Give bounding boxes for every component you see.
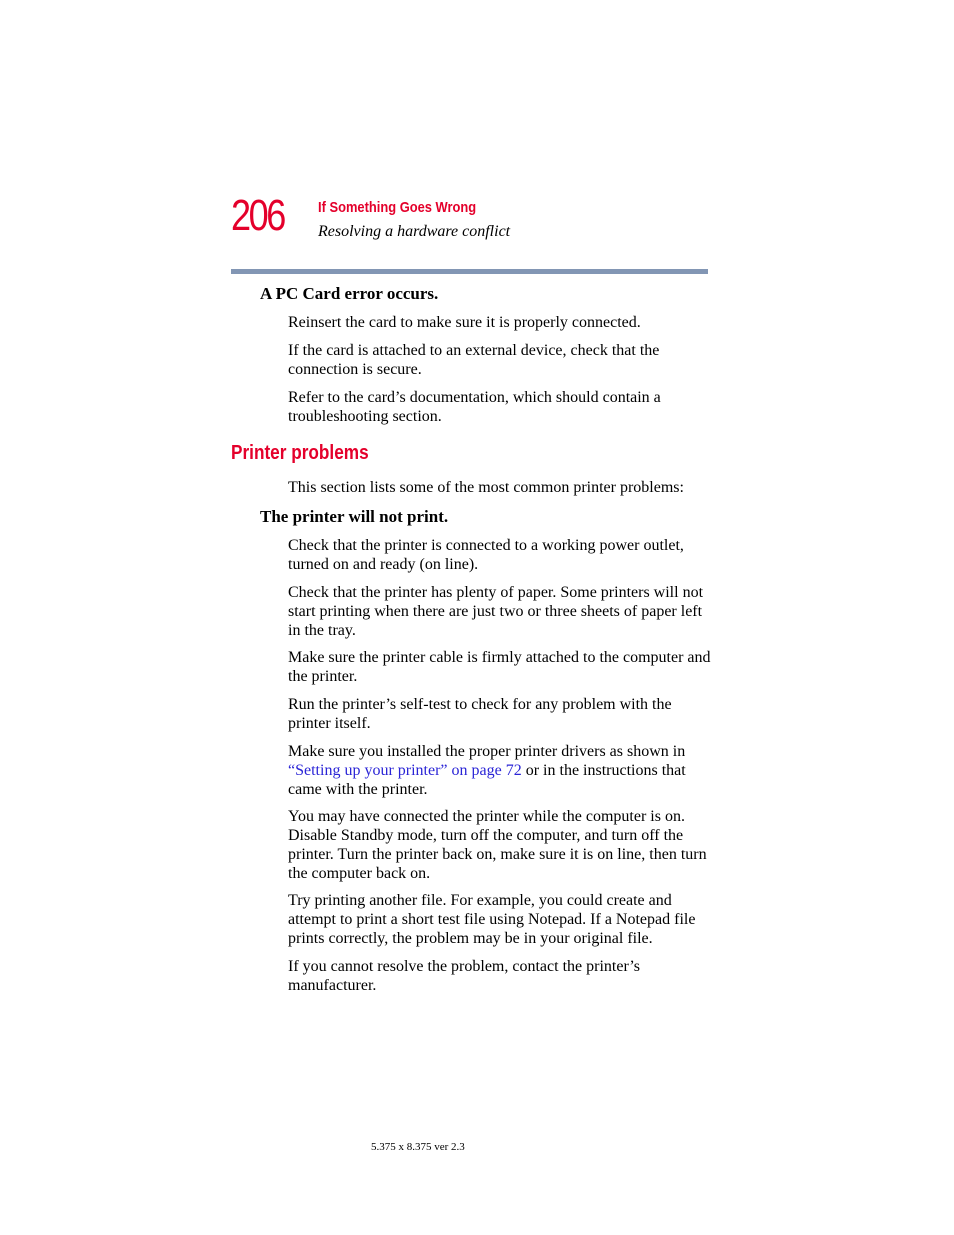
pc-card-paragraph-1: Reinsert the card to make sure it is properly connected.: [288, 314, 641, 331]
printer-paragraph-4: Run the printer’s self-test to check for any problem with the printer itself.: [288, 696, 672, 732]
header-rule: [231, 269, 708, 274]
printer-paragraph-1: Check that the printer is connected to a working power outlet, turned on and ready (on line).: [288, 537, 684, 573]
printer-subheading: The printer will not print.: [260, 507, 449, 526]
chapter-title: If Something Goes Wrong: [318, 199, 477, 216]
page-number: 206: [231, 191, 284, 240]
printer-paragraph-2: Check that the printer has plenty of paper. Some printers will not start printing when there are just two or three sheets of paper left in the tray.: [288, 584, 704, 639]
printer-paragraph-6: You may have connected the printer while the computer is on. Disable Standby mode, turn off the computer, and turn off the printer. Turn the printer back on, make sure it is on line, then turn the computer back on.: [288, 808, 707, 882]
pc-card-paragraph-2: If the card is attached to an external device, check that the connection is secure.: [288, 342, 660, 378]
printer-paragraph-7: Try printing another file. For example, you could create and attempt to print a short test file using Notepad. If a Notepad file prints correctly, the problem may be in your original file.: [288, 892, 696, 947]
pc-card-heading: A PC Card error occurs.: [260, 284, 439, 303]
printer-paragraph-3: Make sure the printer cable is firmly attached to the computer and the printer.: [288, 649, 711, 685]
setting-up-printer-link[interactable]: “Setting up your printer” on page 72: [288, 762, 522, 779]
footer-version: 5.375 x 8.375 ver 2.3: [371, 1141, 465, 1153]
pc-card-paragraph-3: Refer to the card’s documentation, which should contain a troubleshooting section.: [288, 389, 661, 425]
printer-paragraph-8: If you cannot resolve the problem, contact the printer’s manufacturer.: [288, 958, 641, 994]
printer-paragraph-5-text-before: Make sure you installed the proper printer drivers as shown in: [288, 743, 686, 760]
printer-problems-heading: Printer problems: [231, 442, 369, 464]
printer-intro: This section lists some of the most common printer problems:: [288, 479, 684, 496]
section-subtitle: Resolving a hardware conflict: [318, 223, 511, 240]
printer-paragraph-5-text-after: or in the instructions that came with the printer.: [288, 762, 686, 798]
printer-paragraph-5: [288, 742, 718, 799]
